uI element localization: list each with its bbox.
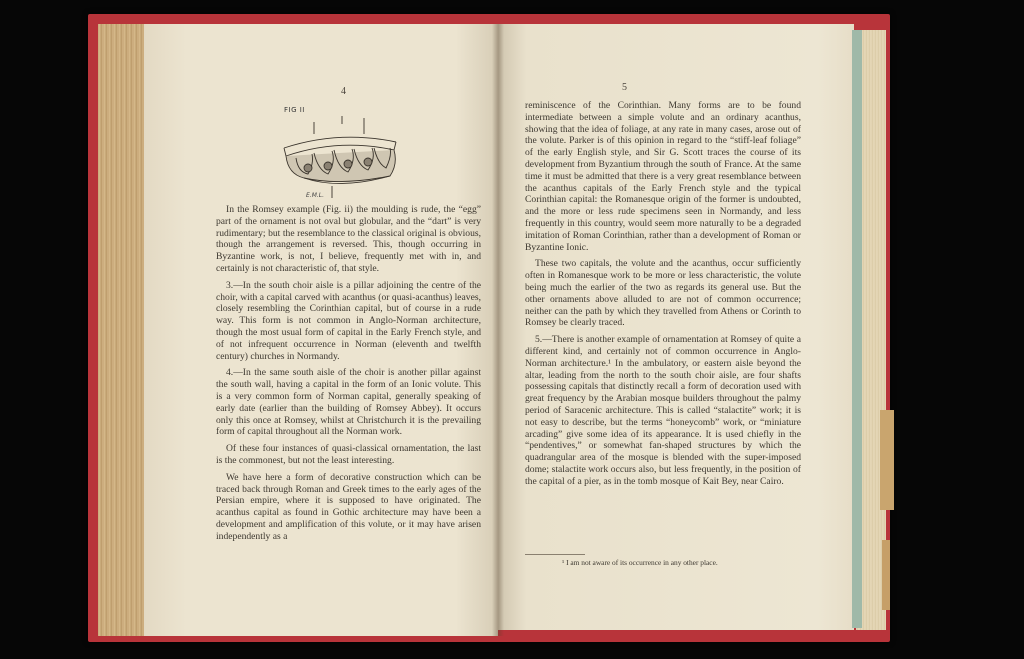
figure-label: FIG II (284, 106, 305, 114)
page-number: 5 (622, 82, 627, 93)
page-edge-band (852, 30, 862, 628)
footnote: ¹ I am not aware of its occurrence in any other place. (562, 558, 718, 567)
book-gutter (492, 24, 504, 636)
paragraph: We have here a form of decorative construction which can be traced back through Roman and Greek times to the early ages of the Persian empire, where it is supposed to have originated. The acanthus capital as found in Gothic architecture may have been a development and amplification of this volute, or it may have arisen independently as a (216, 471, 481, 542)
paragraph: 3.—In the south choir aisle is a pillar adjoining the centre of the choir, with a capital carved with acanthus (or quasi-acanthus) leaves, closely resembling the Corinthian capital, but of course in a rude way. This form is not common in Anglo-Norman architecture, though the most usual form of capital in the Early French style, and of not infrequent occurrence in Norman (eleventh and twelfth century) churches in Normandy. (216, 279, 481, 362)
page-tab (882, 540, 890, 610)
paragraph: reminiscence of the Corinthian. Many forms are to be found intermediate between a simple volute and an ordinary acanthus, showing that the idea of foliage, at any rate in many cases, arose out of the volute. Parker is of this opinion in regard to the “stiff-leaf foliage” of the early English style, and Sir G. Scott traces the course of its development from Byzantium through the south of France. At the same time it must be admitted that there is a very great resemblance between the acanthus capitals of the Early French style and the typical Corinthian capital: the Romanesque origin of the former is undoubted, and the more or less rude specimens seen in Normandy, and less frequently in this country, would seem more naturally to be a degraded imitation of Roman Corinthian, rather than a development of Roman or Byzantine Ionic. (525, 100, 801, 253)
paragraph: 5.—There is another example of ornamentation at Romsey of quite a different kind, and certainly not of common occurrence in Anglo-Norman architecture.¹ In the ambulatory, or eastern aisle beyond the altar, leading from the north to the south choir aisle, are four shafts possessing capitals that distinctly recall a form of decoration used with great frequency by the Arabian mosque builders throughout the palmy period of Saracenic architecture. This is called “stalactite” work; it is not easy to describe, but the terms “honeycomb” work, or “miniature arcading” give some idea of its appearance. It is used chiefly in the “pendentives,” or somewhat fan-shaped structures by which the quadrangular area of the mosque is blended with the super-imposed dome; stalactite work occurs also, but less frequently, in the position of the capital of a pier, as in the tomb mosque of Kait Bey, near Cairo. (525, 334, 801, 487)
paragraph: 4.—In the same south aisle of the choir is another pillar against the south wall, having a capital in the form of an Ionic volute. This is a very common form of Norman capital, generally speaking of early date (earlier than the building of Romsey Abbey). It occurs only this once at Romsey, whilst at Christchurch it is the prevailing form of capital throughout all the Norman work. (216, 367, 481, 438)
paragraph: In the Romsey example (Fig. ii) the moulding is rude, the “egg” part of the ornament is not oval but globular, and the “dart” is very rudimentary; but the resemblance to the classical original is obvious, though the arrangement is reversed. This, though occurring in Byzantine work, is not, I believe, frequently met with in, and certainly is not characteristic of, that style. (216, 204, 481, 274)
page-number: 4 (341, 86, 346, 97)
left-page (144, 24, 498, 636)
paragraph: These two capitals, the volute and the acanthus, occur sufficiently often in Romanesque work to be more or less characteristic, the volute being much the earlier of the two as regards its general use. But the other ornaments above alluded to are not of common occurrence; neither can the path by which they travelled from Athens or Corinth to Romsey be clearly traced. (525, 258, 801, 329)
footnote-rule (525, 554, 585, 555)
moulding-figure (274, 112, 404, 198)
page-tab (880, 410, 894, 510)
left-page-text (216, 204, 481, 548)
paragraph: Of these four instances of quasi-classical ornamentation, the last is the commonest, but not the least interesting. (216, 443, 481, 466)
right-page (498, 24, 854, 630)
figure-signature: E.M.L. (306, 192, 325, 199)
left-page-edges (98, 24, 146, 636)
right-page-text (525, 100, 801, 493)
